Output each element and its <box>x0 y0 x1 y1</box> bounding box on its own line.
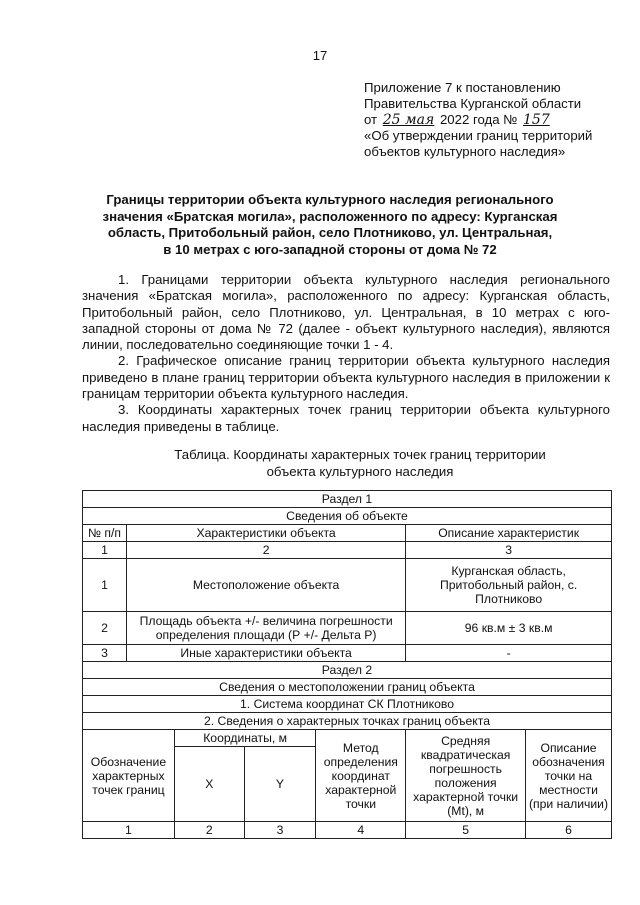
header-method: Метод определения координат характерной точки <box>316 730 406 822</box>
header-note: Описание обозначения точки на местности (при наличии) <box>526 730 612 822</box>
appendix-line-4: «Об утверждении границ территорий <box>364 128 593 143</box>
appendix-line-2: Правительства Курганской области <box>364 96 582 111</box>
title-line-1: Границы территории объекта культурного наследия регионального <box>106 192 554 207</box>
column-index: 1 <box>83 822 175 839</box>
row-characteristic: Местоположение объекта <box>126 559 405 612</box>
document-title <box>70 192 590 258</box>
page-number: 17 <box>312 48 328 63</box>
table-row <box>83 542 612 559</box>
paragraph-3: 3. Координаты характерных точек границ территории объекта культурного наследия приведены в таблице. <box>82 402 610 434</box>
coordinate-system: 1. Система координат СК Плотниково <box>83 696 612 713</box>
header-description: Описание характеристик <box>406 525 612 542</box>
row-num: 3 <box>83 645 127 662</box>
row-description: 96 кв.м ± 3 кв.м <box>406 612 612 645</box>
body-text <box>82 272 610 435</box>
section-1-header: Раздел 1 <box>83 491 612 508</box>
header-x: X <box>174 747 244 822</box>
table-row <box>83 559 612 612</box>
column-index: 3 <box>244 822 316 839</box>
index-cell: 1 <box>83 542 127 559</box>
column-index: 6 <box>526 822 612 839</box>
header-y: Y <box>244 747 316 822</box>
section-2-subheader: Сведения о местоположении границ объекта <box>83 679 612 696</box>
row-description: - <box>406 645 612 662</box>
column-index: 4 <box>316 822 406 839</box>
handwritten-date: 25 мая <box>382 112 435 128</box>
row-characteristic: Площадь объекта +/- величина погрешности определения площади (Р +/- Дельта Р) <box>126 612 405 645</box>
paragraph-2: 2. Графическое описание границ территории объекта культурного наследия приведено в плане границ территории объекта культурного наследия в приложении к границам территории объекта культурного наследия. <box>82 353 610 402</box>
appendix-year: 2022 года № <box>439 112 518 127</box>
table-row <box>83 645 612 662</box>
section-2-header: Раздел 2 <box>83 662 612 679</box>
title-line-4: в 10 метрах с юго-западной стороны от дома № 72 <box>163 241 497 257</box>
column-index: 5 <box>406 822 526 839</box>
appendix-header <box>364 80 624 160</box>
title-line-3: область, Притобольный район, село Плотниково, ул. Центральная, <box>107 225 553 240</box>
table-row <box>83 662 612 679</box>
section-1-subheader: Сведения об объекте <box>83 508 612 525</box>
coordinates-table <box>82 490 612 839</box>
handwritten-number: 157 <box>523 112 550 128</box>
appendix-line-3 <box>364 112 624 128</box>
appendix-line-1: Приложение 7 к постановлению <box>364 80 561 95</box>
header-characteristics: Характеристики объекта <box>126 525 405 542</box>
row-num: 1 <box>83 559 127 612</box>
table-row <box>83 491 612 508</box>
index-cell: 3 <box>406 542 612 559</box>
caption-line-2: объекта культурного наследия <box>266 463 454 479</box>
table-row <box>83 679 612 696</box>
index-cell: 2 <box>126 542 405 559</box>
points-title: 2. Сведения о характерных точках границ объекта <box>83 713 612 730</box>
header-coordinates: Координаты, м <box>174 730 315 747</box>
row-characteristic: Иные характеристики объекта <box>126 645 405 662</box>
table-row <box>83 508 612 525</box>
caption-line-1: Таблица. Координаты характерных точек границ территории <box>174 447 546 462</box>
row-num: 2 <box>83 612 127 645</box>
row-description: Курганская область, Притобольный район, с. Плотниково <box>406 559 612 612</box>
appendix-from: от <box>364 112 378 127</box>
paragraph-1: 1. Границами территории объекта культурного наследия регионального значения «Братская могила», расположенного по адресу: Курганская область, Притобольный район, село Плотниково, ул. Центральная, в 10 метрах с юго-западной стороны от дома № 72 (далее - объект культурного наследия), являются линии, последовательно соединяющие точки 1 - 4. <box>82 272 610 353</box>
header-error: Средняя квадратическая погрешность положения характерной точки (Mt), м <box>406 730 526 822</box>
table-row <box>83 612 612 645</box>
header-num: № п/п <box>83 525 127 542</box>
appendix-line-5: объектов культурного наследия» <box>364 144 566 159</box>
table-row <box>83 713 612 730</box>
table-row <box>83 822 612 839</box>
header-designation: Обозначение характерных точек границ <box>83 730 175 822</box>
table-row <box>83 525 612 542</box>
table-row <box>83 730 612 747</box>
table-row <box>83 696 612 713</box>
column-index: 2 <box>174 822 244 839</box>
title-line-2: значения «Братская могила», расположенного по адресу: Курганская <box>102 208 558 224</box>
table-caption <box>150 447 570 480</box>
